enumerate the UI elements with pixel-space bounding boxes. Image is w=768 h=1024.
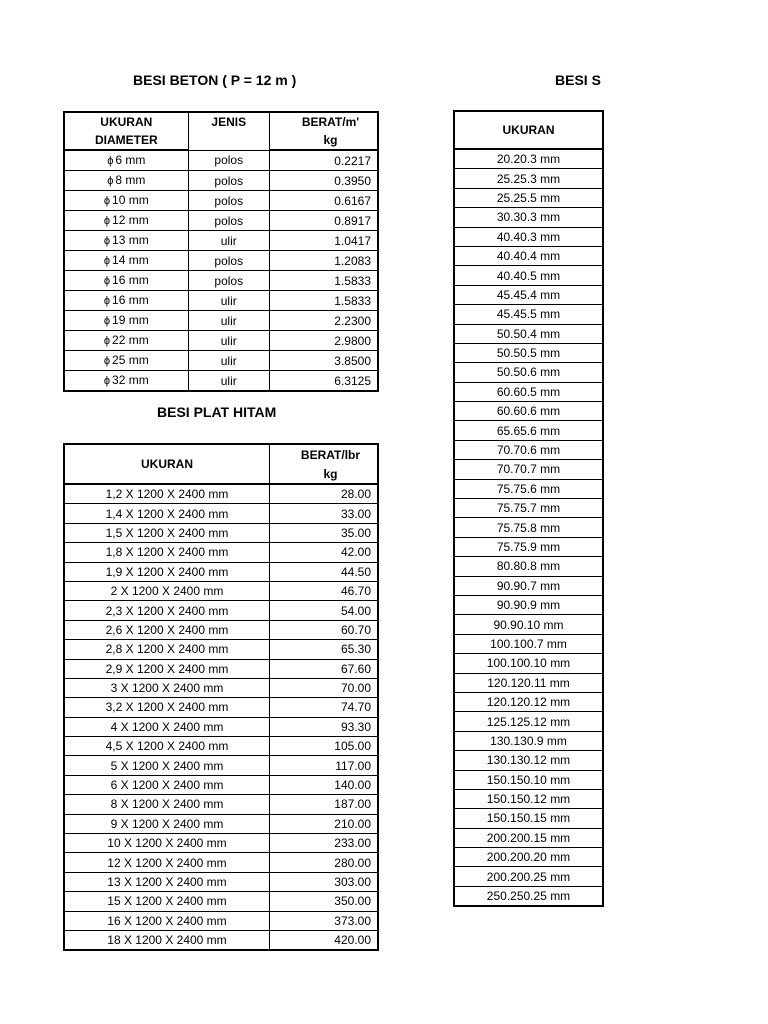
table-row (454, 382, 603, 401)
plat-size-cell: 1,9 X 1200 X 2400 mm (64, 562, 269, 581)
plat-size-cell: 15 X 1200 X 2400 mm (64, 892, 269, 911)
table-row (64, 291, 378, 311)
plat-table (63, 443, 379, 951)
table-row (454, 615, 603, 634)
table-row (454, 848, 603, 867)
table-row (64, 311, 378, 331)
table-row (64, 853, 378, 872)
beton-weight-cell: 1.0417 (269, 231, 378, 251)
siku-size-cell: 20.20.3 mm (454, 149, 603, 169)
table-row (454, 654, 603, 673)
plat-table-body (64, 484, 378, 950)
siku-size-cell: 40.40.3 mm (454, 227, 603, 246)
plat-size-cell: 16 X 1200 X 2400 mm (64, 911, 269, 930)
siku-size-cell: 70.70.6 mm (454, 440, 603, 459)
table-row (454, 246, 603, 265)
plat-size-cell: 5 X 1200 X 2400 mm (64, 756, 269, 775)
beton-size: 13 mm (112, 233, 149, 247)
plat-size-cell: 2,9 X 1200 X 2400 mm (64, 659, 269, 678)
table-row (454, 169, 603, 188)
table-row (454, 149, 603, 169)
table-row (454, 402, 603, 421)
beton-size: 16 mm (112, 273, 149, 287)
table-row (454, 673, 603, 692)
siku-size-cell: 120.120.11 mm (454, 673, 603, 692)
siku-size-cell: 65.65.6 mm (454, 421, 603, 440)
siku-header-ukuran: UKURAN (454, 111, 603, 149)
table-row (64, 231, 378, 251)
plat-weight-cell: 74.70 (269, 698, 378, 717)
siku-size-cell: 30.30.3 mm (454, 208, 603, 227)
plat-header-row (64, 444, 378, 464)
beton-weight-cell: 1.5833 (269, 291, 378, 311)
siku-size-cell: 100.100.10 mm (454, 654, 603, 673)
beton-type-cell: ulir (188, 311, 269, 331)
plat-title: BESI PLAT HITAM (157, 404, 277, 420)
plat-weight-cell: 33.00 (269, 504, 378, 523)
siku-size-cell: 90.90.7 mm (454, 576, 603, 595)
plat-size-cell: 1,5 X 1200 X 2400 mm (64, 523, 269, 542)
beton-weight-cell: 1.2083 (269, 251, 378, 271)
table-row (64, 484, 378, 504)
table-row (64, 717, 378, 736)
beton-type-cell: ulir (188, 351, 269, 371)
siku-size-cell: 130.130.9 mm (454, 731, 603, 750)
table-row (454, 867, 603, 886)
plat-weight-cell: 420.00 (269, 930, 378, 950)
siku-size-cell: 150.150.12 mm (454, 789, 603, 808)
siku-size-cell: 80.80.8 mm (454, 557, 603, 576)
plat-weight-cell: 187.00 (269, 795, 378, 814)
table-row (64, 543, 378, 562)
siku-size-cell: 50.50.4 mm (454, 324, 603, 343)
siku-table (453, 110, 604, 907)
plat-size-cell: 3 X 1200 X 2400 mm (64, 678, 269, 697)
plat-size-cell: 1,2 X 1200 X 2400 mm (64, 484, 269, 504)
beton-type-cell: polos (188, 251, 269, 271)
plat-weight-cell: 373.00 (269, 911, 378, 930)
phi-symbol: ϕ (103, 275, 111, 287)
beton-weight-cell: 3.8500 (269, 351, 378, 371)
plat-weight-cell: 44.50 (269, 562, 378, 581)
plat-header-ukuran: UKURAN (64, 444, 269, 484)
phi-symbol: ϕ (103, 315, 111, 327)
plat-weight-cell: 60.70 (269, 620, 378, 639)
beton-weight-cell: 2.9800 (269, 331, 378, 351)
beton-header-kg: kg (269, 131, 378, 150)
table-row (454, 692, 603, 711)
plat-weight-cell: 70.00 (269, 678, 378, 697)
beton-size: 19 mm (112, 313, 149, 327)
table-row (64, 351, 378, 371)
beton-type-cell: polos (188, 271, 269, 291)
siku-size-cell: 60.60.5 mm (454, 382, 603, 401)
table-row (454, 537, 603, 556)
phi-symbol: ϕ (107, 155, 114, 167)
plat-header-kg: kg (269, 464, 378, 484)
plat-size-cell: 2,8 X 1200 X 2400 mm (64, 640, 269, 659)
siku-size-cell: 90.90.9 mm (454, 595, 603, 614)
siku-size-cell: 250.250.25 mm (454, 886, 603, 906)
table-row (64, 601, 378, 620)
table-row (64, 191, 378, 211)
beton-weight-cell: 0.6167 (269, 191, 378, 211)
table-row (64, 331, 378, 351)
beton-weight-cell: 0.3950 (269, 171, 378, 191)
beton-type-cell: ulir (188, 231, 269, 251)
beton-table-body (64, 150, 378, 391)
table-row (454, 518, 603, 537)
table-row (64, 834, 378, 853)
table-row (64, 371, 378, 392)
table-row (64, 930, 378, 950)
phi-symbol: ϕ (103, 355, 111, 367)
table-row (64, 698, 378, 717)
plat-size-cell: 10 X 1200 X 2400 mm (64, 834, 269, 853)
table-row (64, 620, 378, 639)
siku-size-cell: 40.40.4 mm (454, 246, 603, 265)
table-row (454, 208, 603, 227)
plat-size-cell: 9 X 1200 X 2400 mm (64, 814, 269, 833)
siku-size-cell: 45.45.4 mm (454, 285, 603, 304)
beton-size-cell (64, 311, 188, 331)
table-row (454, 305, 603, 324)
beton-size: 16 mm (112, 293, 149, 307)
beton-size: 32 mm (112, 373, 149, 387)
table-row (454, 731, 603, 750)
siku-size-cell: 50.50.6 mm (454, 363, 603, 382)
plat-weight-cell: 46.70 (269, 581, 378, 600)
plat-weight-cell: 65.30 (269, 640, 378, 659)
table-row (64, 150, 378, 171)
table-row (454, 712, 603, 731)
table-row (454, 440, 603, 459)
siku-size-cell: 200.200.15 mm (454, 828, 603, 847)
phi-symbol: ϕ (103, 255, 111, 267)
beton-type-cell: polos (188, 150, 269, 171)
plat-weight-cell: 350.00 (269, 892, 378, 911)
beton-type-cell: polos (188, 191, 269, 211)
phi-symbol: ϕ (103, 295, 111, 307)
siku-size-cell: 200.200.20 mm (454, 848, 603, 867)
beton-weight-cell: 6.3125 (269, 371, 378, 392)
plat-weight-cell: 210.00 (269, 814, 378, 833)
phi-symbol: ϕ (103, 195, 111, 207)
table-row (454, 770, 603, 789)
table-row (454, 886, 603, 906)
beton-weight-cell: 0.2217 (269, 150, 378, 171)
beton-size-cell (64, 171, 188, 191)
beton-size: 8 mm (115, 173, 146, 187)
table-row (64, 872, 378, 891)
beton-size-cell (64, 150, 188, 171)
beton-size: 12 mm (112, 213, 149, 227)
siku-size-cell: 75.75.7 mm (454, 499, 603, 518)
plat-weight-cell: 303.00 (269, 872, 378, 891)
siku-size-cell: 70.70.7 mm (454, 460, 603, 479)
beton-size-cell (64, 291, 188, 311)
siku-size-cell: 130.130.12 mm (454, 751, 603, 770)
plat-size-cell: 13 X 1200 X 2400 mm (64, 872, 269, 891)
siku-title: BESI S (555, 72, 601, 88)
table-row (454, 479, 603, 498)
plat-size-cell: 3,2 X 1200 X 2400 mm (64, 698, 269, 717)
table-row (454, 363, 603, 382)
table-row (64, 171, 378, 191)
beton-weight-cell: 2.2300 (269, 311, 378, 331)
plat-size-cell: 4,5 X 1200 X 2400 mm (64, 737, 269, 756)
siku-size-cell: 75.75.8 mm (454, 518, 603, 537)
plat-size-cell: 12 X 1200 X 2400 mm (64, 853, 269, 872)
beton-size-cell (64, 211, 188, 231)
beton-size: 25 mm (112, 353, 149, 367)
beton-header-berat: BERAT/m' (269, 112, 378, 131)
table-row (64, 523, 378, 542)
siku-size-cell: 45.45.5 mm (454, 305, 603, 324)
phi-symbol: ϕ (103, 335, 111, 347)
beton-size-cell (64, 371, 188, 392)
beton-header-ukuran: UKURAN (64, 112, 188, 131)
table-row (454, 343, 603, 362)
siku-size-cell: 200.200.25 mm (454, 867, 603, 886)
table-row (64, 814, 378, 833)
siku-size-cell: 50.50.5 mm (454, 343, 603, 362)
plat-size-cell: 18 X 1200 X 2400 mm (64, 930, 269, 950)
plat-weight-cell: 54.00 (269, 601, 378, 620)
table-row (64, 795, 378, 814)
beton-size-cell (64, 231, 188, 251)
table-row (64, 659, 378, 678)
beton-header-diameter: DIAMETER (64, 131, 188, 150)
siku-size-cell: 150.150.10 mm (454, 770, 603, 789)
beton-size: 14 mm (112, 253, 149, 267)
siku-size-cell: 25.25.5 mm (454, 188, 603, 207)
table-row (64, 737, 378, 756)
beton-size-cell (64, 191, 188, 211)
table-row (64, 581, 378, 600)
table-row (64, 211, 378, 231)
table-row (64, 251, 378, 271)
beton-weight-cell: 1.5833 (269, 271, 378, 291)
table-row (64, 775, 378, 794)
beton-type-cell: ulir (188, 291, 269, 311)
beton-header-row (64, 112, 378, 131)
plat-size-cell: 2,3 X 1200 X 2400 mm (64, 601, 269, 620)
beton-title: BESI BETON ( P = 12 m ) (133, 72, 297, 88)
table-row (64, 678, 378, 697)
siku-size-cell: 150.150.15 mm (454, 809, 603, 828)
table-row (454, 266, 603, 285)
table-row (64, 756, 378, 775)
beton-type-cell: ulir (188, 371, 269, 392)
siku-header-row (454, 111, 603, 149)
plat-weight-cell: 140.00 (269, 775, 378, 794)
table-row (64, 640, 378, 659)
plat-size-cell: 1,4 X 1200 X 2400 mm (64, 504, 269, 523)
plat-weight-cell: 28.00 (269, 484, 378, 504)
table-row (454, 809, 603, 828)
table-row (454, 227, 603, 246)
table-row (64, 271, 378, 291)
siku-size-cell: 25.25.3 mm (454, 169, 603, 188)
siku-size-cell: 40.40.5 mm (454, 266, 603, 285)
siku-size-cell: 125.125.12 mm (454, 712, 603, 731)
beton-size-cell (64, 251, 188, 271)
plat-size-cell: 4 X 1200 X 2400 mm (64, 717, 269, 736)
beton-header-jenis: JENIS (188, 112, 269, 150)
table-row (454, 285, 603, 304)
siku-size-cell: 75.75.6 mm (454, 479, 603, 498)
table-row (454, 828, 603, 847)
siku-size-cell: 120.120.12 mm (454, 692, 603, 711)
table-row (454, 789, 603, 808)
beton-type-cell: polos (188, 171, 269, 191)
plat-size-cell: 2,6 X 1200 X 2400 mm (64, 620, 269, 639)
siku-table-body (454, 149, 603, 906)
beton-weight-cell: 0.8917 (269, 211, 378, 231)
table-row (454, 324, 603, 343)
siku-size-cell: 60.60.6 mm (454, 402, 603, 421)
phi-symbol: ϕ (103, 375, 111, 387)
plat-weight-cell: 67.60 (269, 659, 378, 678)
table-row (454, 421, 603, 440)
plat-weight-cell: 105.00 (269, 737, 378, 756)
beton-size: 22 mm (112, 333, 149, 347)
table-row (64, 504, 378, 523)
phi-symbol: ϕ (103, 235, 111, 247)
plat-weight-cell: 117.00 (269, 756, 378, 775)
table-row (64, 562, 378, 581)
table-row (64, 911, 378, 930)
table-row (454, 576, 603, 595)
plat-weight-cell: 93.30 (269, 717, 378, 736)
siku-size-cell: 75.75.9 mm (454, 537, 603, 556)
beton-type-cell: polos (188, 211, 269, 231)
plat-size-cell: 2 X 1200 X 2400 mm (64, 581, 269, 600)
siku-size-cell: 100.100.7 mm (454, 634, 603, 653)
phi-symbol: ϕ (103, 215, 111, 227)
plat-header-berat: BERAT/lbr (269, 444, 378, 464)
table-row (454, 751, 603, 770)
beton-size: 6 mm (115, 153, 146, 167)
plat-weight-cell: 42.00 (269, 543, 378, 562)
beton-type-cell: ulir (188, 331, 269, 351)
plat-size-cell: 1,8 X 1200 X 2400 mm (64, 543, 269, 562)
table-row (64, 892, 378, 911)
table-row (454, 634, 603, 653)
beton-table (63, 111, 379, 392)
table-row (454, 595, 603, 614)
beton-size-cell (64, 331, 188, 351)
table-row (454, 557, 603, 576)
beton-size-cell (64, 351, 188, 371)
table-row (454, 460, 603, 479)
phi-symbol: ϕ (107, 175, 114, 187)
plat-weight-cell: 233.00 (269, 834, 378, 853)
table-row (454, 499, 603, 518)
beton-size: 10 mm (112, 193, 149, 207)
plat-size-cell: 6 X 1200 X 2400 mm (64, 775, 269, 794)
plat-weight-cell: 280.00 (269, 853, 378, 872)
plat-weight-cell: 35.00 (269, 523, 378, 542)
plat-size-cell: 8 X 1200 X 2400 mm (64, 795, 269, 814)
siku-size-cell: 90.90.10 mm (454, 615, 603, 634)
beton-size-cell (64, 271, 188, 291)
table-row (454, 188, 603, 207)
